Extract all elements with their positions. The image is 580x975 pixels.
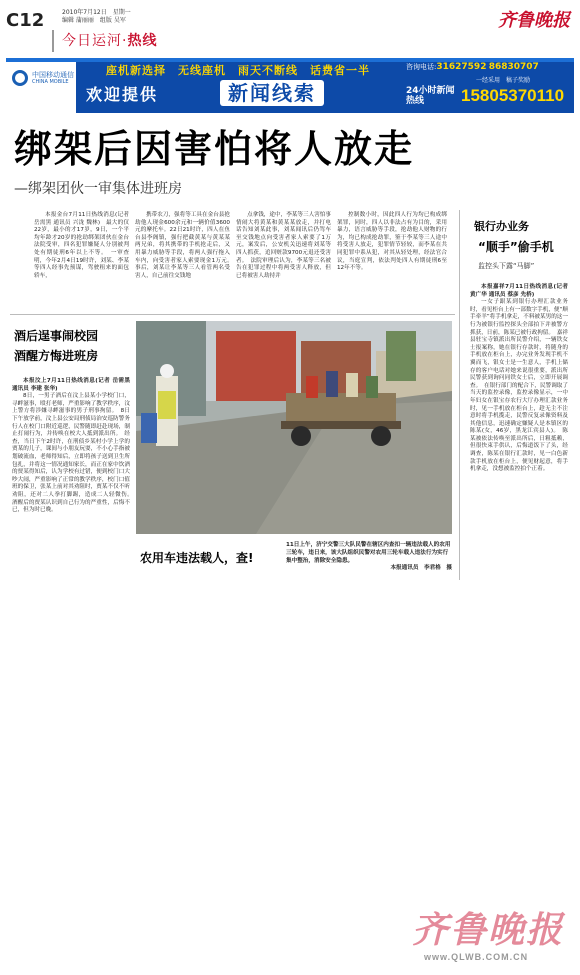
main-story-col-4: 控制数小时，因此四人行为均已构成绑架罪，同时，四人以非法占有为目的，采用暴力，语言威胁等手段，抢劫他人财物的行为，均已构成抢劫罪，鉴于李某等三人途中将受害人放走，犯罪情节轻较，而李某在共同犯罪中系从犯，对其从轻处理，经法官合议，当庭宣判，依法判处四人有期徒刑6至12年不等。: [337, 212, 447, 272]
right-story-title: “顺手”偷手机: [478, 240, 554, 254]
banner-welcome: 欢迎提供: [86, 85, 159, 104]
footer-logo: 齐鲁晚报: [412, 909, 565, 951]
main-story-col-2: 携带农刀，强将等工具在金台县抢劫他人现金600余元和一辆价值3600元的摩托车。22日21时许，四人在鱼台县李阁镇，强行把截黄某与黄某某两兄弟，将其携带的手机抢走后，又用暴力威胁等手段，将两人强行拖入车内，向受害者家人索要现金1万元。 事后，刘某让李某等三人看管两名受害人，自己前往交钱地: [135, 212, 236, 279]
header-divider: [52, 30, 54, 52]
main-story-col-3: 点拿钱，途中，李某等三人害怕事情闹大将黄某和黄某某放走，并打电话告知刘某此事，刘某闻讯后仍驾车至交钱地点向受害者家人索要了1万元，案发后，公安机关迅速将刘某等四人抓获，追回赃款9700元退还受害者。 法院审理后认为，李某等三名被告在犯罪过程中将两受害人释放，但已将被害人劫持并: [236, 212, 331, 279]
banner-hotline-number: 15805370110: [461, 86, 565, 105]
china-mobile-logo: [6, 62, 76, 113]
left-story-body: 本报汶上7月11日热线消息(记者 岳需黑 通讯员 李建 张华) 8日，一男子酒后在汶上县某小学校门口，寻衅滋事，殴打老师，严重影响了教学秩序，汶上警方将涉嫌寻衅滋事的男子刑事拘留。 8日下午放学前，汶上县公安局刑侦局治安巡防警务行人在校门口附近巡逻，民警随即赶赴现场，制止打闹行为，并传唤在校大人抵到派出所。 经查，当日下午2时许，在刑侦乡某村小学上学的贾某的儿子，课间与小朋友玩耍，不小心手指被划破流血，老师得知后，立即将孩子送到卫生所包扎，并将这一情况通知家长，而正在家中饮酒的贾某得知后，认为学校有过错，便到校门口大吵大闹，严重影响了正常的教学秩序，校门口值班的保卫，张某上前对其劝阻时，贾某不仅不听劝阻，还对二人拳打脚踢，造成二人轻微伤。 酒醒后的贾某认识到自己行为的严重性，后悔不已，但为时已晚。: [12, 378, 136, 514]
brand-cn: 中国移动通信: [32, 71, 74, 79]
section-title: [62, 30, 157, 50]
news-photo: [136, 321, 452, 534]
photo-illustration: [136, 321, 452, 534]
column-divider-right: [459, 210, 460, 580]
footer-url: www.QLWB.COM.CN: [424, 952, 529, 962]
photo-story-title: 农用车违法载人，查!: [140, 551, 254, 565]
page-header: [0, 0, 580, 56]
hotline-banner-ad: [6, 58, 574, 113]
right-story-kicker: 银行办业务: [474, 220, 529, 233]
banner-24h-label: 24小时新闻热线: [406, 86, 455, 106]
issue-meta: [62, 9, 131, 25]
right-story-body: 本报嘉祥7月11日热线消息(记者 黄广华 通讯员 蔡彦 先桥) 一女子跟某到银行办理汇款业务时，看见柜台上有一部数字手机，便“顺手牵羊”将手机拿走，不料被某男的这一行为被银行监控探头全部拍下并被警方抓获，日前，陈某已被行政拘留。 嘉祥县驻宝寺镇派出所民警介绍，一辆铁女士报案称，她在银行存款时，将随身的手机放在柜台上，办完业务发现手机不翼而飞，银女士是一生意人，手机上储存的客户电话对她来说很重要，派出所民警获到询问同铁女士后，立即开展调查。 在银行部门的配合下，民警调取了当天的监控录像，监控录像显示，一中年妇女在银宝存农行大厅办理汇款业务时，见一手机放在柜台上，趁无主不注意时将手机揽走，民警反复录像资料及其他信息，迅速确定嫌疑人是本镇区的陈某(女，46岁，黑龙江宾县人)。 陈某被依法传唤至派出所后，日粗抵赖，但很快束手供认，后悔道饭下了头，经调查，陈某在银行汇款时，见一白色新款手机放在柜台上，便见财起意，将手机拿走，没想被监控拍个正着。: [470, 284, 568, 473]
right-story-lead: 本报嘉祥7月11日热线消息(记者 黄广华 通讯员 蔡彦 先桥): [470, 284, 568, 298]
page-number: C12: [6, 10, 45, 31]
story-divider: [10, 314, 455, 315]
banner-slogan: 座机新选择 无线座机 雨天不断线 话费省一半: [106, 64, 370, 77]
paper-logo: 齐鲁晚报: [498, 10, 570, 31]
date-line: 2010年7月12日 星期一: [62, 9, 131, 16]
china-mobile-icon: [12, 70, 28, 86]
brand-en: CHINA MOBILE: [32, 79, 69, 85]
main-subhead: —绑架团伙一审集体进班房: [14, 181, 182, 197]
main-headline: 绑架后因害怕将人放走: [14, 127, 415, 171]
section-prefix: 今日运河·: [62, 33, 128, 49]
left-story-title: 酒后逞事闹校园 酒醒方悔进班房: [14, 329, 99, 363]
left-story-lead: 本报汶上7月11日热线消息(记者 岳需黑 通讯员 李建 张华): [12, 378, 130, 392]
banner-reward-note: 一经采用 稿子奖励: [476, 77, 531, 84]
photo-caption: 11日上午，济宁交警三大队民警在辖区内查扣一辆违法载人的农用三轮车，违日来，该大队组织民警对农用三轮车载人违法行为实行集中整治，消除安全隐患。 本报通讯员 李君格 摄: [286, 542, 452, 572]
right-story-subtitle: 监控头下露“马脚”: [478, 262, 535, 270]
main-story-col-1: 本报金台7月11日热线消息(记者 岳需黑 通讯员 兴泷 魏林) 最大的仅22岁，最小的才17岁，9日，一个平均年龄才20岁的抢劫绑架团伙在金台法院受审，四名犯罪嫌疑人分别被判处有期徒刑6年以上不等。 一审查明，今年2月4日19时许，刘某、李某等四人经事先预谋，驾驶租来的面包轿车，: [34, 212, 129, 279]
banner-hotline-big: 新闻线索: [220, 80, 324, 106]
banner-consult-phone: 咨询电话:31627592 86830707: [406, 62, 539, 72]
photo-credit: 本报通讯员 李君格 摄: [390, 565, 452, 572]
editor-line: 编辑 蒲丽丽 组版 吴军: [62, 17, 126, 24]
section-bold: 热线: [127, 33, 158, 49]
